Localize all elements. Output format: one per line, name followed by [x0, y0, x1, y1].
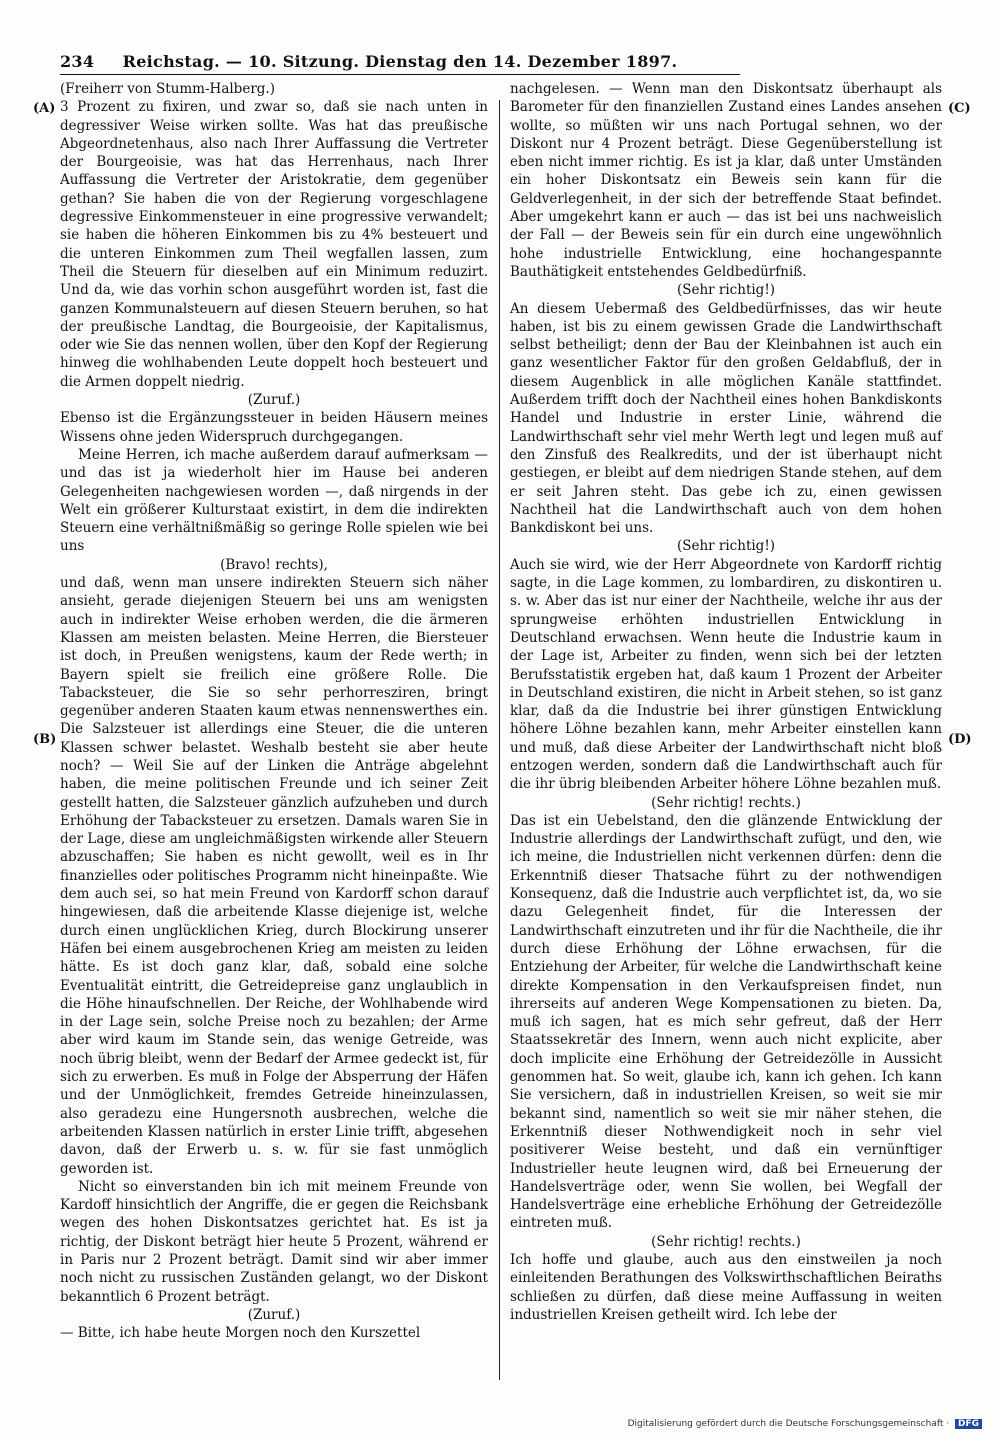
paragraph: Das ist ein Uebelstand, den die glänzende Entwicklung der Industrie allerdings der Landwirthschaft zufügt, und den, wie ich meine, die Industriellen nicht verkennen dürfen: denn die Erkenntniß dieser Thatsache führt zu der nothwendigen Konsequenz, daß die Industrie auch verpflichtet ist, da, wo sie dazu Gelegenheit findet, für die Interessen der Landwirthschaft einzutreten und ihr für die Nachtheile, die ihr durch diese Erhöhung der Löhne erwachsen, für die Entziehung der Arbeiter, für welche die Landwirthschaft keine direkte Kompensation in den Verkaufspreisen findet, nun ihrerseits auf anderen Wege Kompensationen zu bieten. Da, muß ich sagen, hat es mich sehr gefreut, daß der Herr Staatssekretär des Innern, wenn auch nicht explicite, aber doch implicite eine Erhöhung der Getreidezölle in Aussicht genommen hat. So weit, glaube ich, kann ich gehen. Ich kann Sie versichern, daß in industriellen Kreisen, so weit sie mir bekannt sind, namentlich so weit sie mir näher stehen, die Erkenntniß dieser Nothwendigkeit noch in sehr viel positiverer Weise besteht, und daß ein vernünftiger Industrieller heute leugnen wird, daß bei Erneuerung der Handelsverträge oder, wenn Sie wollen, bei Wegfall der Handelsverträge eine erhebliche Erhöhung der Getreidezölle eintreten muß.	[510, 812, 942, 1232]
interjection: (Zuruf.)	[247, 392, 301, 409]
interjection: (Zuruf.)	[247, 1306, 301, 1323]
paragraph: Ich hoffe und glaube, auch aus den einstweilen ja noch einleitenden Berathungen des Volkswirthschaftlichen Beiraths schließen zu dürfen, daß diese meine Auffassung in weiten industriellen Kreisen getheilt wird. Ich lebe der	[510, 1252, 942, 1323]
paragraph: Auch sie wird, wie der Herr Abgeordnete von Kardorff richtig sagte, in die Lage kommen, zu lombardiren, zu diskontiren u. s. w. Aber das ist nur einer der Nachtheile, welche ihr aus der sprungweise erhöhten industriellen Entwicklung in Deutschland erwachsen. Wenn heute die Industrie kaum in der Lage ist, Arbeiter zu finden, wenn sich bei der letzten Berufsstatistik ergeben hat, daß kaum 1 Prozent der Arbeiter in Deutschland existiren, die nicht in Arbeit stehen, so ist ganz klar, daß da die Industrie bei ihrer günstigen Entwicklung höhere Löhne bezahlen kann, mehr Arbeiter einstellen kann und muß, daß diese Arbeiter der Landwirthschaft nicht bloß entzogen werden, sondern daß die Landwirthschaft auch für die ihr übrig bleibenden Arbeiter höhere Löhne bezahlen muß.	[510, 556, 942, 793]
interjection: (Sehr richtig! rechts.)	[651, 794, 801, 811]
speaker-label: (Freiherr von Stumm-Halberg.)	[60, 81, 275, 97]
margin-marker-a: (A)	[33, 101, 56, 116]
paragraph: An diesem Uebermaß des Geldbedürfnisses, das wir heute haben, ist bis zu einem gewissen Grade die Landwirthschaft selbst betheiligt; denn der Bau der Kleinbahnen ist auch ein ganz wesentlicher Faktor für den großen Geldabfluß, der in diesem Augenblick in alle möglichen Kanäle stattfindet. Außerdem trifft doch der Nachtheil eines hohen Bankdiskonts Handel und Industrie in erster Linie, während die Landwirthschaft sehr viel mehr Werth legt und legen muß auf den Zinsfuß des Realkredits, und der ist überhaupt nicht gestiegen, er bleibt auf dem niedrigen Stande stehen, auf dem er seit Jahren steht. Das gebe ich zu, einen gewissen Nachtheil hat die Landwirthschaft auch von dem hohen Bankdiskont bei uns.	[510, 300, 942, 537]
margin-marker-d: (D)	[948, 732, 972, 747]
header-rule	[60, 74, 740, 75]
dfg-logo: DFG	[955, 1419, 982, 1429]
interjection: (Sehr richtig!)	[676, 538, 776, 555]
paragraph: nachgelesen. — Wenn man den Diskontsatz überhaupt als Barometer für den finanziellen Zustand eines Landes ansehen wollte, so müßten wir uns nach Portugal sehnen, wo der Diskont nur 4 Prozent beträgt. Diese Gegenüberstellung ist eben nicht immer richtig. Es ist ja klar, daß unter Umständen ein hoher Diskontsatz ein Beweis sein kann für die Geldverlegenheit, in der sich der betreffende Staat befindet. Aber umgekehrt kann er auch — das ist bei uns nachweislich der Fall — der Beweis sein für ein durch eine ungewöhnlich hohe industrielle Entwicklung, eine hochangespannte Bauthätigkeit entstehendes Geldbedürfniß.	[510, 81, 942, 280]
page-number: 234	[60, 52, 95, 71]
margin-marker-c: (C)	[948, 101, 971, 116]
paragraph: und daß, wenn man unsere indirekten Steuern sich näher ansieht, gerade diejenigen Steuern bei uns am wenigsten auch in indirekter Weise erhoben werden, die die ärmeren Klassen am meisten belasten. Meine Herren, die Biersteuer ist doch, in Preußen wenigstens, kaum der Rede werth; in Bayern spielt sie freilich eine größere Rolle. Die Tabacksteuer, die Sie so sehr perhorresziren, bringt gegenüber anderen Staaten kaum etwas nennenswerthes ein. Die Salzsteuer ist allerdings eine Steuer, die die unteren Klassen schwer belastet. Weshalb besteht sie aber heute noch? — Weil Sie auf der Linken die Anträge abgelehnt haben, die meine politischen Freunde und ich seiner Zeit gestellt hatten, die Salzsteuer gänzlich aufzuheben und durch Erhöhung der Tabacksteuer zu ersetzen. Damals waren Sie in der Lage, diese am ungleichmäßigsten wirkende aller Steuern abzuschaffen; Sie haben es nicht gewollt, weil es in Ihr finanzielles oder politisches Programm nicht hineinpaßte. Wie dem auch sei, so hat mein Freund von Kardorff schon darauf hingewiesen, daß die arbeitende Klasse diejenige ist, welche durch einen unglücklichen Krieg, durch Blockirung unserer Häfen bei einem ausgebrochenen Krieg am meisten zu leiden hätte. Es ist doch ganz klar, daß, sobald eine solche Eventualität eintritt, die Getreidepreise ganz unglaublich in die Höhe hinaufschnellen. Der Reiche, der Wohlhabende wird in der Lage sein, solche Preise noch zu bezahlen; der Arme aber wird kaum im Stande sein, das wenige Getreide, was noch übrig bleibt, wenn der Bedarf der Armee gedeckt ist, für sich zu erwerben. Es muß in Folge der Absperrung der Häfen und der Unmöglichkeit, fremdes Getreide hineinzulassen, also geradezu eine Hungersnoth ausbrechen, welche die arbeitenden Klassen natürlich in erster Linie trifft, abgesehen davon, daß der Erwerb u. s. w. für sie fast unmöglich geworden ist.	[60, 575, 488, 1177]
paragraph: — Bitte, ich habe heute Morgen noch den Kurszettel	[60, 1325, 421, 1342]
paragraph: 3 Prozent zu fixiren, und zwar so, daß sie nach unten in degressiver Weise wirken sollte. Was hat das preußische Abgeordnetenhaus, also nach Ihrer Auffassung die Vertreter der Bourgeoisie, was hat das Herrenhaus, nach Ihrer Auffassung die Vertreter der Aristokratie, dem gegenüber gethan? Sie haben die von der Regierung vorgeschlagene degressive Einkommensteuer in eine progressive verwandelt; sie haben die höheren Einkommen bis zu 4% besteuert und die unteren Einkommen zum Theil wegfallen lassen, zum Theil die Steuern für dieselben auf ein Minimum reduzirt. Und da, wie das vorhin schon ausgeführt worden ist, fast die ganzen Kommunalsteuern auf diesen Steuern beruhen, so hat der preußische Landtag, die Bourgeoisie, der Kapitalismus, oder wie Sie das nennen wollen, über den Kopf der Regierung hinweg die wohlhabenden Leute doppelt hoch besteuert und die Armen doppelt niedrig.	[60, 99, 488, 390]
paragraph: Ebenso ist die Ergänzungssteuer in beiden Häusern meines Wissens ohne jeden Widerspruch durchgegangen.	[60, 410, 488, 445]
interjection: (Sehr richtig!)	[676, 282, 776, 299]
paragraph: Nicht so einverstanden bin ich mit meinem Freunde von Kardoff hinsichtlich der Angriffe, die er gegen die Reichsbank wegen des hohen Diskontsatzes gerichtet hat. Es ist ja richtig, der Diskont beträgt hier heute 5 Prozent, während er in Paris nur 2 Prozent beträgt. Damit sind wir aber immer noch nicht zu russischen Zuständen gelangt, wo der Diskont bekanntlich 6 Prozent beträgt.	[60, 1178, 488, 1305]
left-column	[60, 80, 488, 1342]
column-divider	[499, 100, 500, 1380]
right-column	[510, 80, 942, 1324]
interjection: (Sehr richtig! rechts.)	[651, 1233, 801, 1250]
footer-text: Digitalisierung gefördert durch die Deutsche Forschungsgemeinschaft ·	[627, 1419, 950, 1429]
interjection: (Bravo! rechts),	[220, 556, 328, 573]
footer-credit	[628, 1419, 982, 1429]
page-title: Reichstag. — 10. Sitzung. Dienstag den 14. Dezember 1897.	[122, 52, 678, 71]
margin-marker-b: (B)	[33, 732, 57, 747]
paragraph: Meine Herren, ich mache außerdem darauf aufmerksam — und das ist ja wiederholt hier im Hause bei anderen Gelegenheiten nachgewiesen worden —, daß nirgends in der Welt ein größerer Kulturstaat existirt, in dem die indirekten Steuern eine verhältnißmäßig so geringe Rolle spielen wie bei uns	[60, 446, 488, 555]
